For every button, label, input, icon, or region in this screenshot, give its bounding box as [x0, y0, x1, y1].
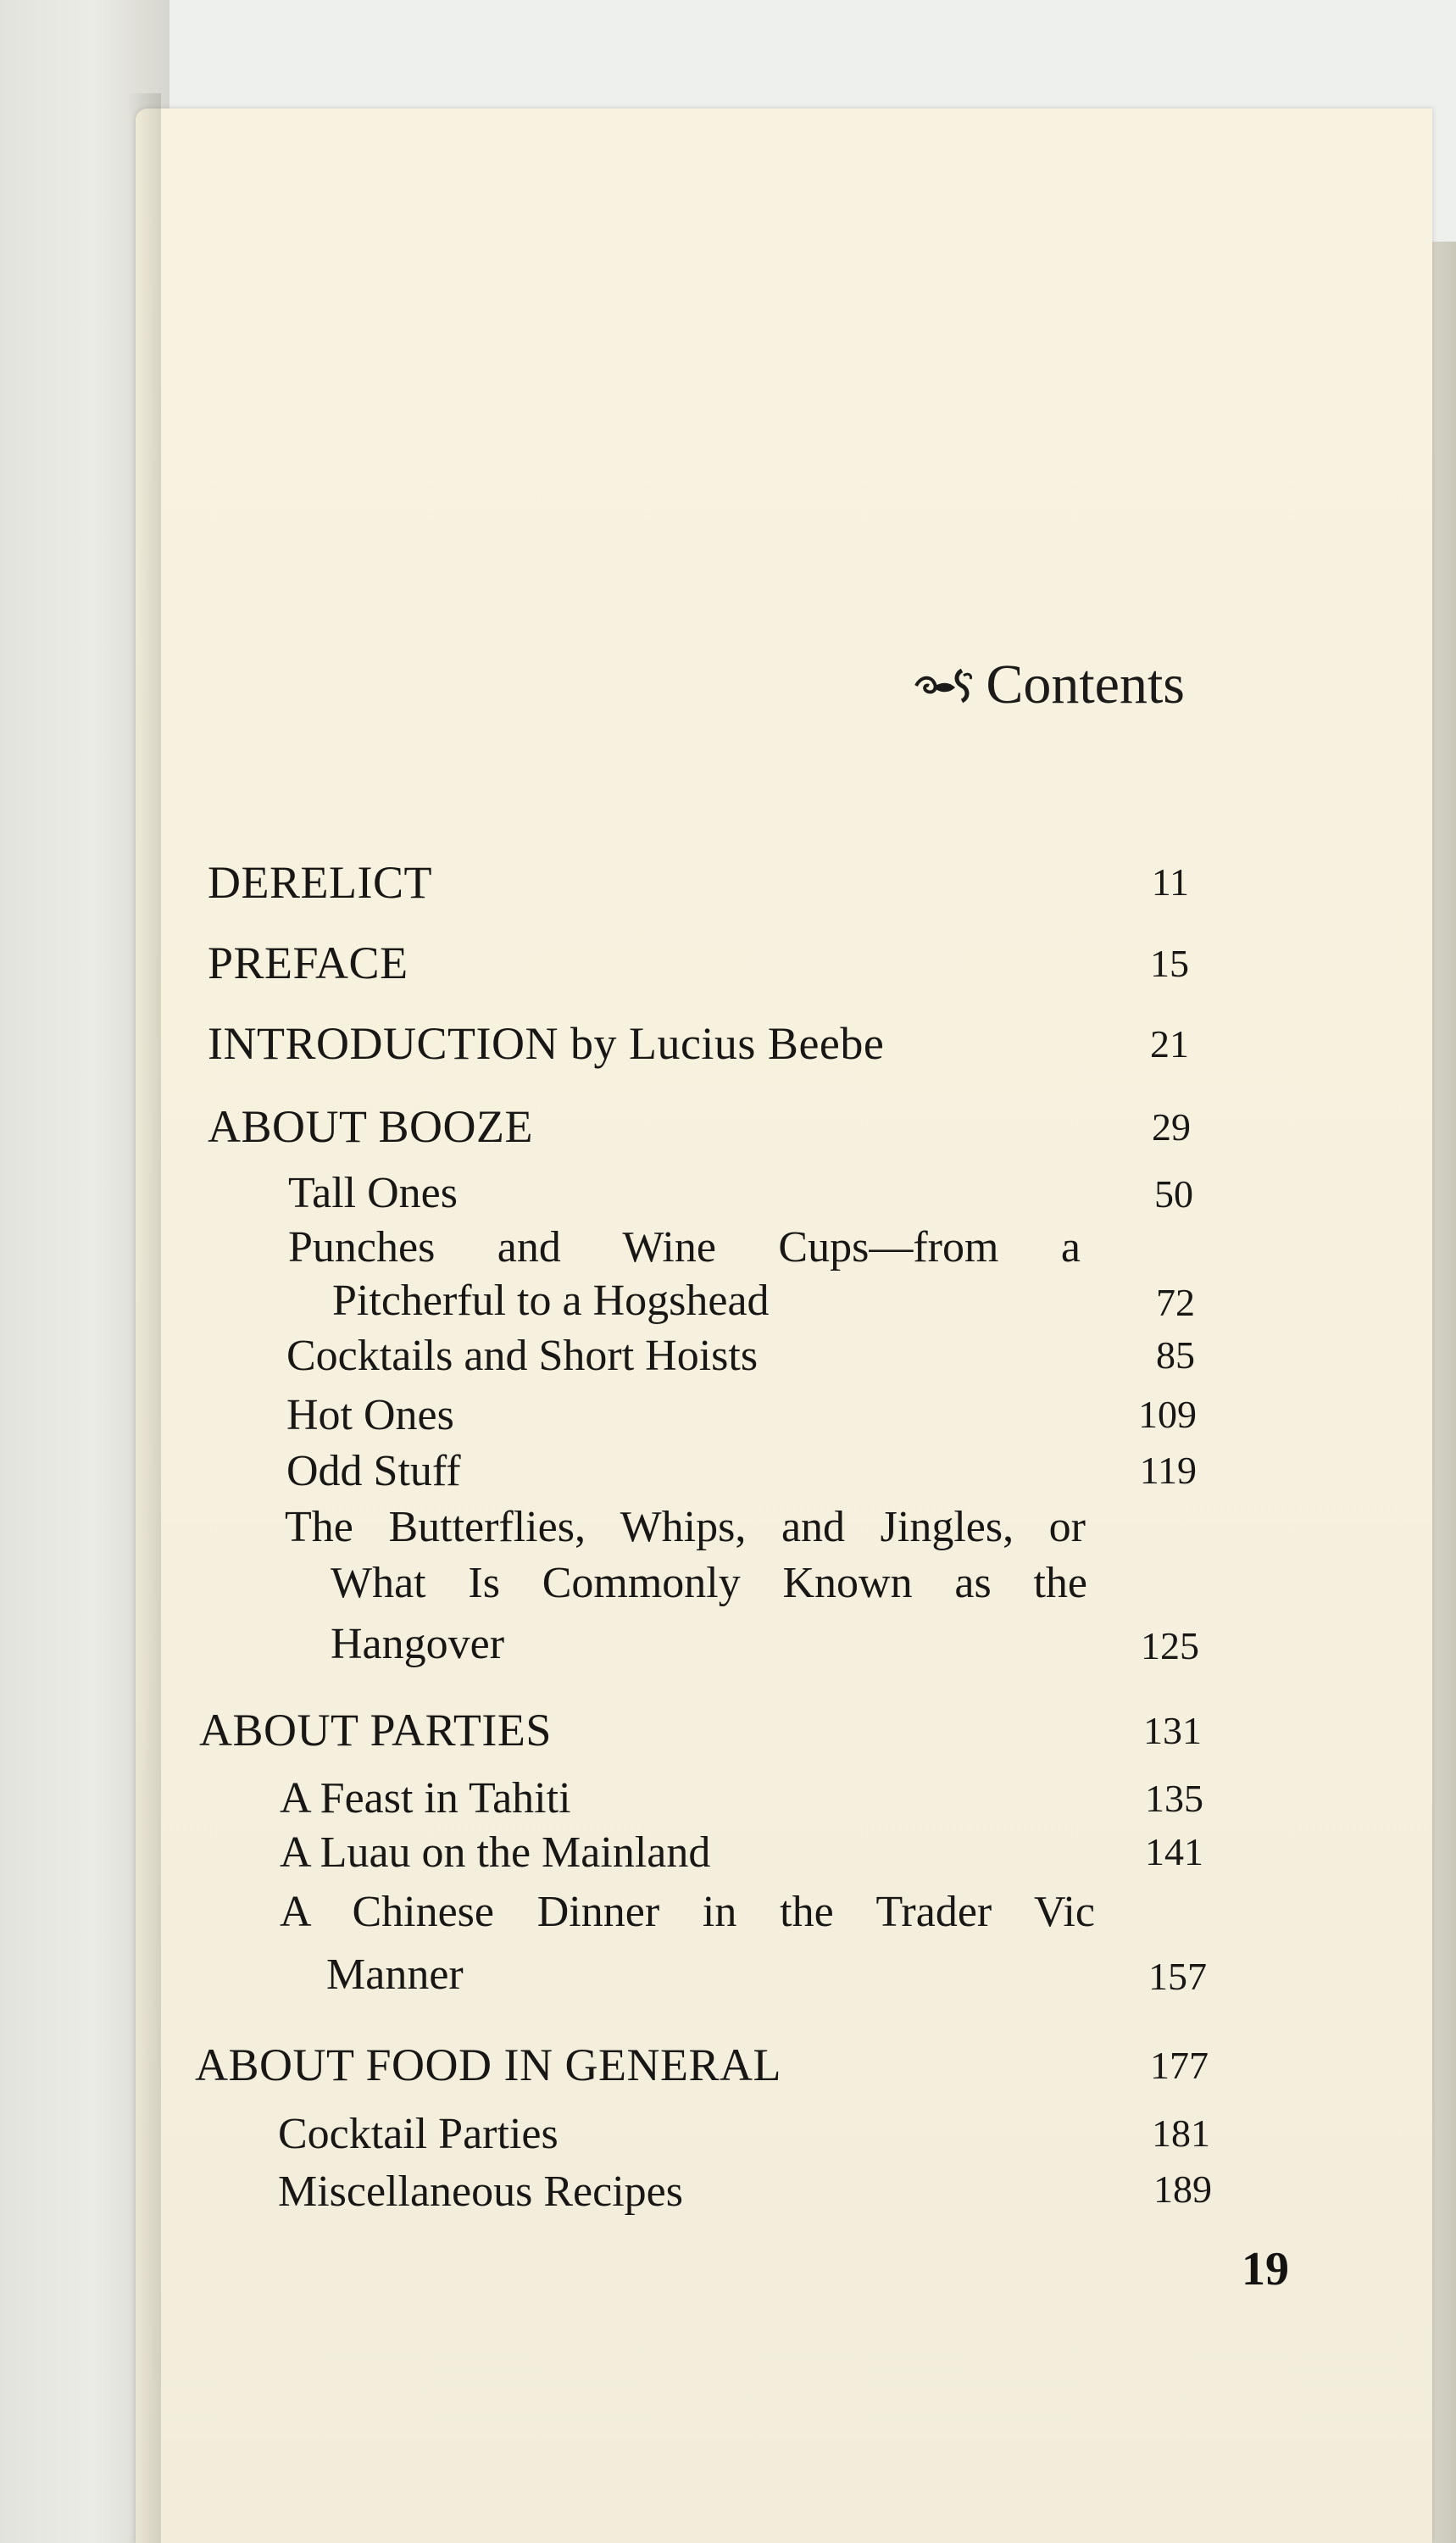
page-folio: 19: [1242, 2243, 1289, 2295]
toc-entry-chinese-dinner-line2[interactable]: Manner: [326, 1950, 464, 1999]
toc-page-number: 135: [1145, 1777, 1203, 1820]
toc-page-number: 125: [1141, 1624, 1199, 1667]
toc-page-number: 29: [1152, 1105, 1191, 1149]
toc-page-number: 109: [1138, 1393, 1197, 1436]
toc-page-number: 189: [1153, 2167, 1212, 2211]
toc-entry-preface[interactable]: PREFACE: [208, 938, 408, 988]
toc-page-number: 181: [1152, 2112, 1210, 2155]
toc-entry-cocktail-parties[interactable]: Cocktail Parties: [278, 2110, 559, 2158]
toc-page-number: 85: [1156, 1333, 1195, 1377]
toc-page-number: 157: [1148, 1955, 1207, 1998]
toc-entry-punches-line2[interactable]: Pitcherful to a Hogshead: [332, 1277, 770, 1325]
toc-entry-butterflies-line1[interactable]: The Butterflies, Whips, and Jingles, or: [285, 1503, 1086, 1551]
toc-page-number: 15: [1150, 942, 1189, 985]
toc-entry-introduction[interactable]: INTRODUCTION by Lucius Beebe: [208, 1018, 885, 1069]
contents-title: Contents: [986, 654, 1185, 715]
toc-entry-chinese-dinner-line1[interactable]: A Chinese Dinner in the Trader Vic: [280, 1888, 1095, 1936]
toc-entry-miscellaneous-recipes[interactable]: Miscellaneous Recipes: [278, 2167, 683, 2216]
toc-entry-punches-line1[interactable]: Punches and Wine Cups—from a: [288, 1223, 1081, 1272]
toc-page-number: 72: [1156, 1281, 1195, 1324]
toc-entry-about-food[interactable]: ABOUT FOOD IN GENERAL: [195, 2039, 781, 2090]
toc-entry-tall-ones[interactable]: Tall Ones: [288, 1169, 458, 1217]
toc-entry-luau-on-mainland[interactable]: A Luau on the Mainland: [280, 1828, 711, 1877]
toc-page-number: 50: [1154, 1172, 1193, 1216]
toc-entry-feast-in-tahiti[interactable]: A Feast in Tahiti: [280, 1774, 571, 1822]
toc-page-number: 21: [1150, 1022, 1189, 1066]
toc-entry-about-booze[interactable]: ABOUT BOOZE: [208, 1101, 534, 1152]
toc-entry-odd-stuff[interactable]: Odd Stuff: [286, 1447, 461, 1495]
toc-entry-hot-ones[interactable]: Hot Ones: [286, 1391, 454, 1439]
toc-page-number: 131: [1143, 1709, 1202, 1752]
toc-page-number: 177: [1150, 2044, 1209, 2087]
toc-entry-butterflies-line2[interactable]: What Is Commonly Known as the: [331, 1559, 1087, 1607]
toc-entry-cocktails-short-hoists[interactable]: Cocktails and Short Hoists: [286, 1332, 759, 1380]
toc-entry-butterflies-line3[interactable]: Hangover: [331, 1620, 505, 1668]
toc-page-number: 119: [1139, 1449, 1197, 1492]
toc-entry-about-parties[interactable]: ABOUT PARTIES: [199, 1705, 552, 1756]
toc-page-number: 141: [1145, 1830, 1203, 1873]
toc-entry-derelict[interactable]: DERELICT: [208, 857, 432, 908]
toc-page-number: 11: [1151, 860, 1189, 904]
